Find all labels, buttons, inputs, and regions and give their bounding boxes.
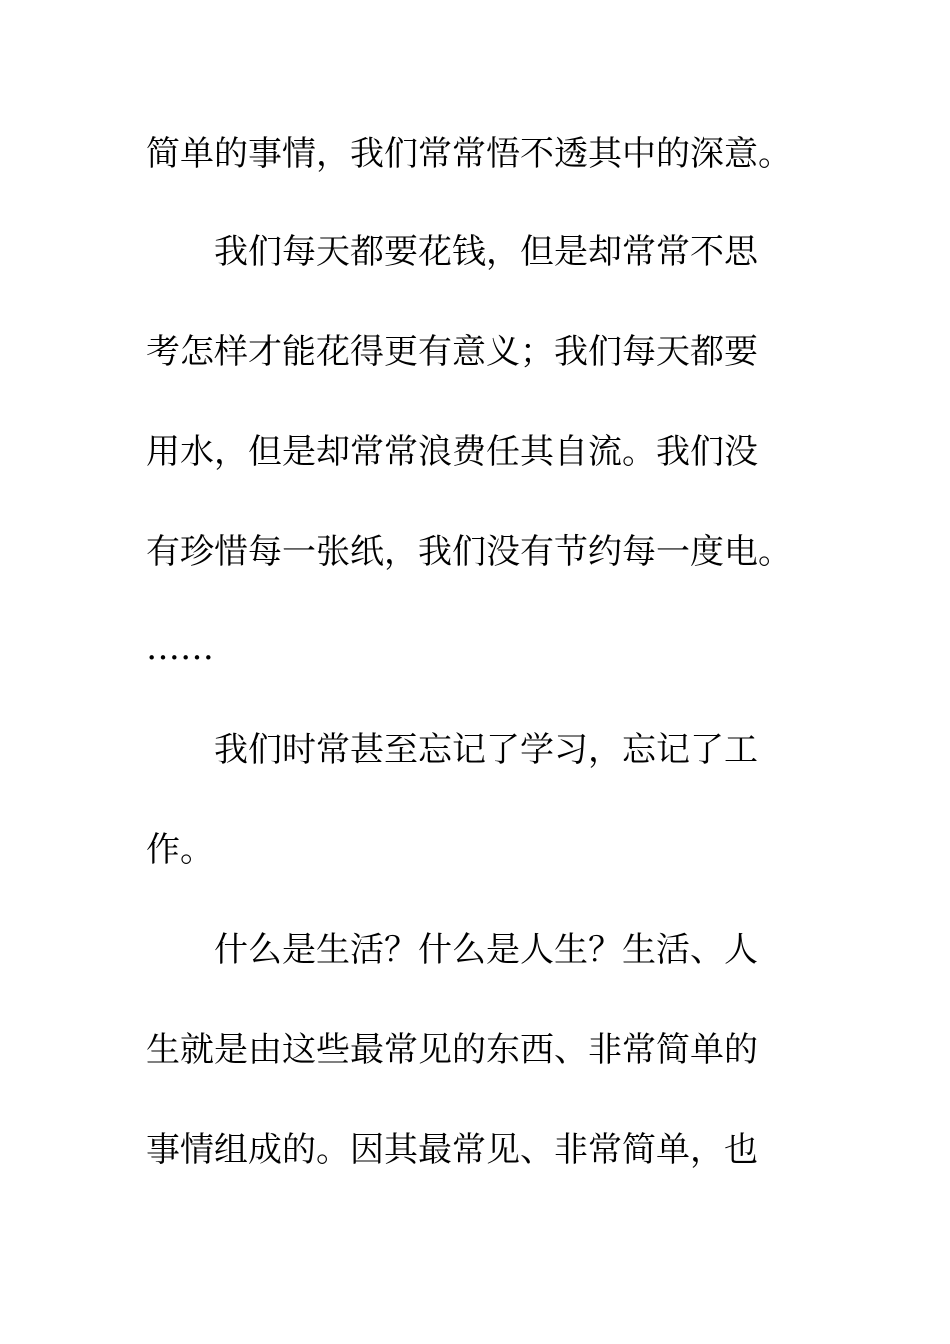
text-line: 事情组成的。因其最常见、非常简单，也 bbox=[146, 1130, 758, 1170]
text-line: 有珍惜每一张纸，我们没有节约每一度电。 bbox=[146, 532, 792, 572]
text-line: 考怎样才能花得更有意义；我们每天都要 bbox=[146, 332, 758, 372]
paragraph-start-line: 什么是生活？什么是人生？生活、人 bbox=[214, 930, 758, 970]
paragraph-start-line: 我们每天都要花钱，但是却常常不思 bbox=[214, 232, 758, 272]
ellipsis-line: …… bbox=[146, 628, 214, 668]
text-line: 简单的事情，我们常常悟不透其中的深意。 bbox=[146, 134, 792, 174]
text-line: 生就是由这些最常见的东西、非常简单的 bbox=[146, 1030, 758, 1070]
text-line: 作。 bbox=[146, 830, 214, 870]
paragraph-start-line: 我们时常甚至忘记了学习，忘记了工 bbox=[214, 730, 758, 770]
text-line: 用水，但是却常常浪费任其自流。我们没 bbox=[146, 432, 758, 472]
